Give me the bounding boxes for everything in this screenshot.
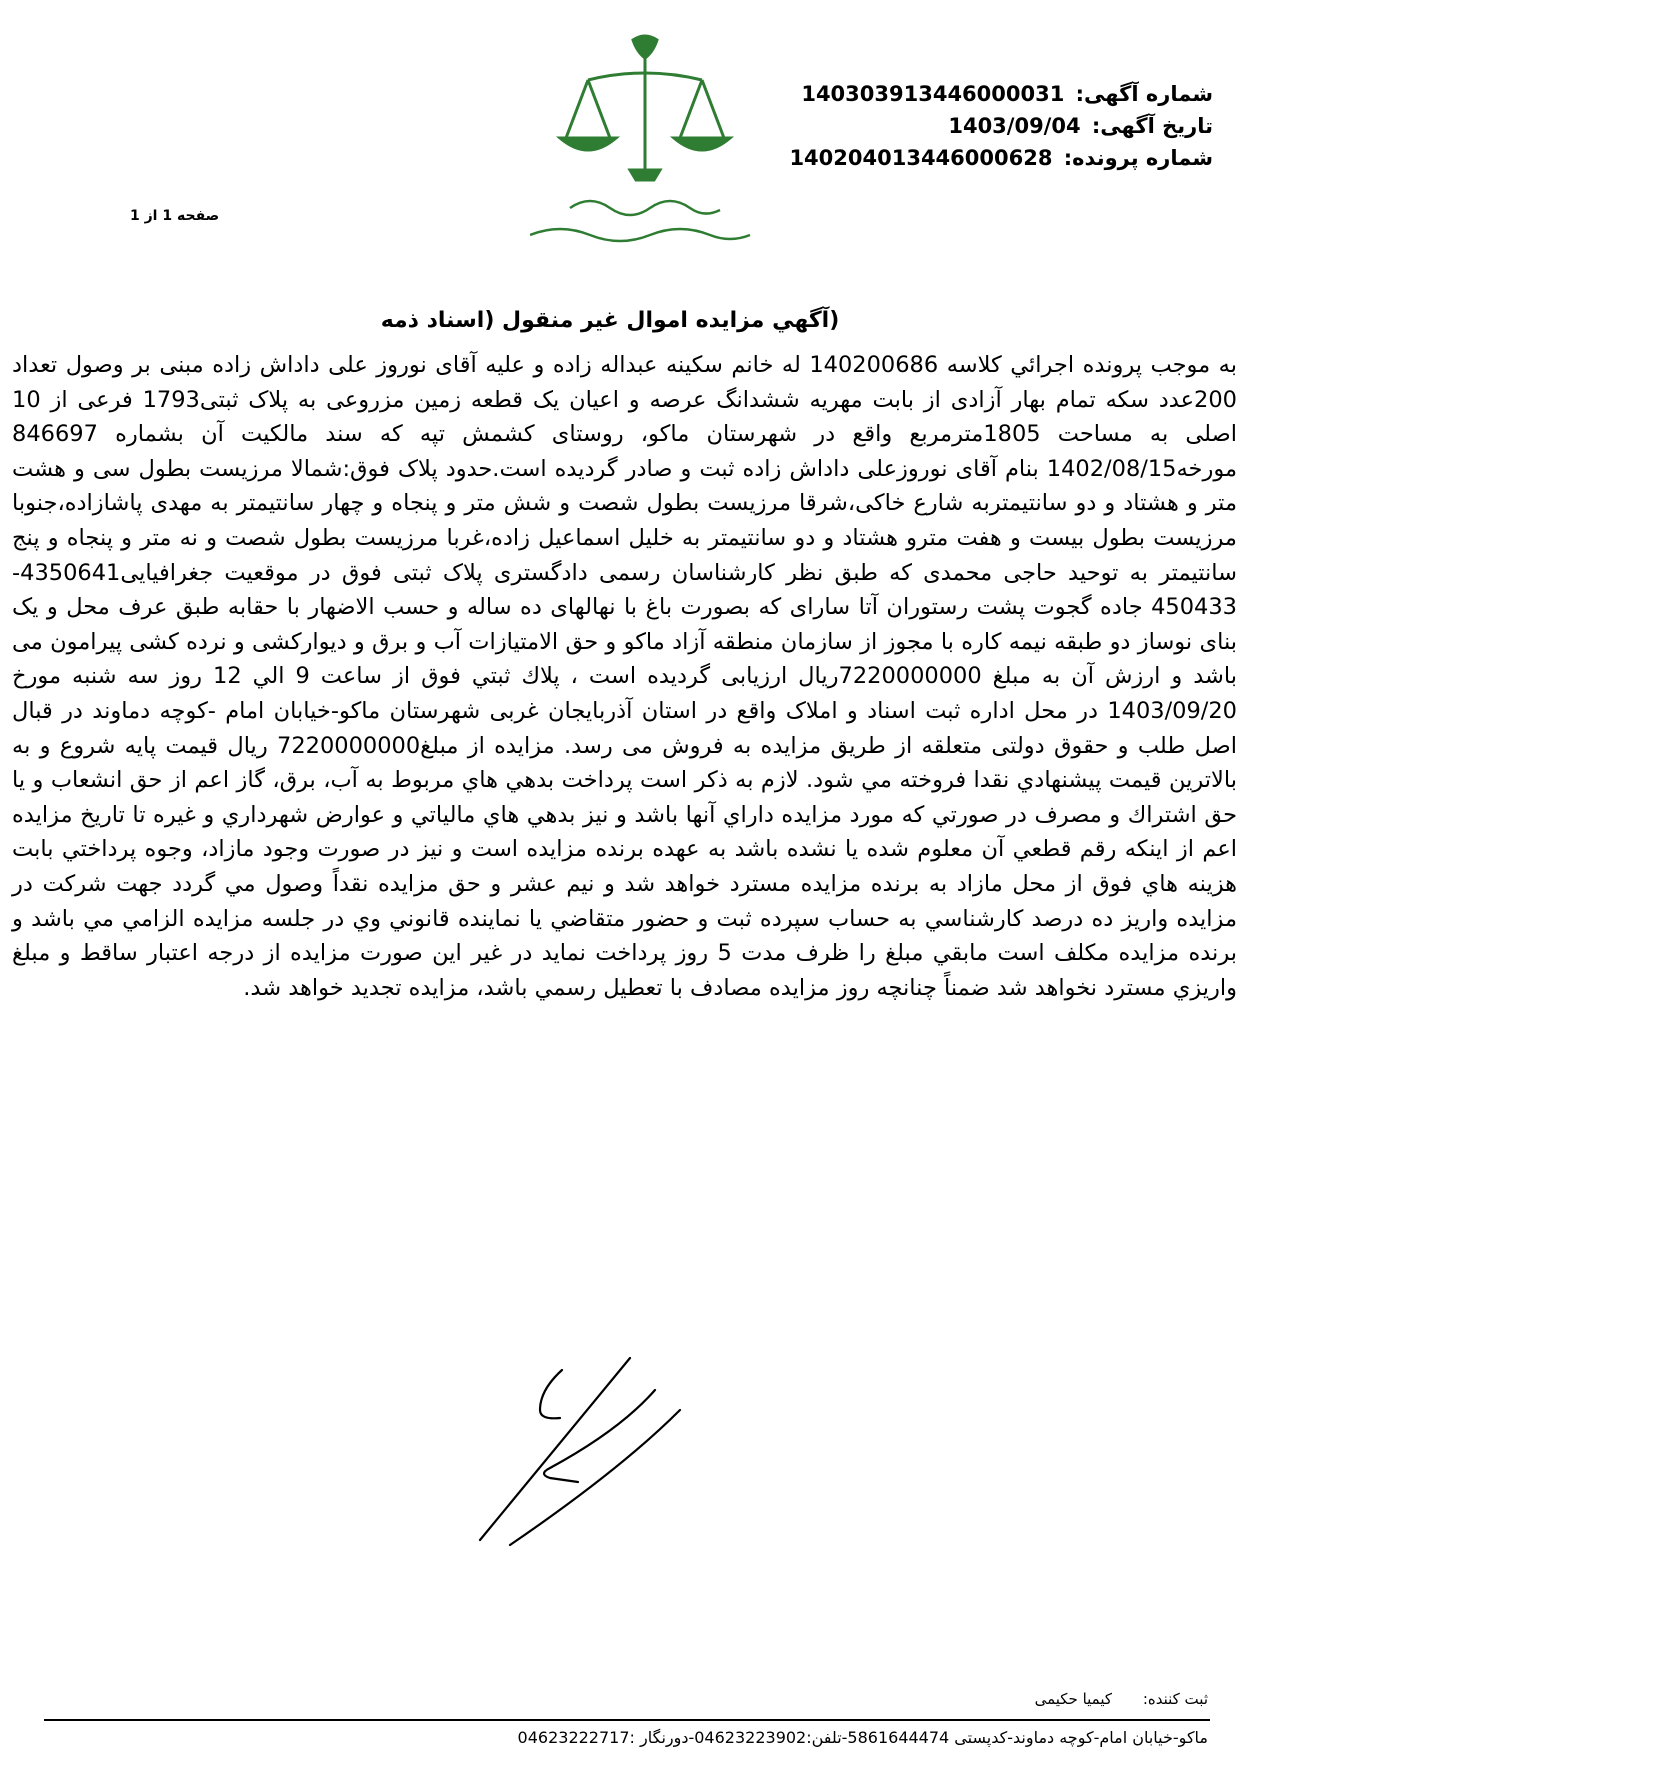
registrar bbox=[1035, 1690, 1208, 1708]
ad-number-label: شماره آگهی: bbox=[1075, 82, 1213, 106]
notice-meta bbox=[693, 78, 1213, 174]
ad-date-label: تاریخ آگهی: bbox=[1091, 114, 1213, 138]
footer-divider bbox=[44, 1719, 1210, 1721]
ad-number-value: 140303913446000031 bbox=[801, 82, 1065, 106]
ad-date-row bbox=[693, 110, 1213, 142]
ad-date-value: 1403/09/04 bbox=[948, 114, 1081, 138]
case-number-label: شماره پرونده: bbox=[1063, 146, 1213, 170]
notice-body: به موجب پرونده اجرائي كلاسه 140200686 له خانم سکینه عبداله زاده و علیه آقای نوروز علی داداش زاده مبنی بر وصول تعداد 200عدد سکه تمام بهار آزادی از بابت مهریه ششدانگ عرصه و اعیان یک قطعه زمین مزروعی به پلاک ثبتی1793 فرعی از 10 اصلی به مساحت 1805مترمربع واقع در شهرستان ماکو، روستای کشمش تپه که سند مالکیت آن بشماره 846697 مورخه1402/08/15 بنام آقای نوروزعلی داداش زاده ثبت و صادر گردیده است.حدود پلاک فوق:شمالا مرزیست بطول سی و هشت متر و هشتاد و دو سانتیمتربه شارع خاکی،شرقا مرزیست بطول شصت و شش متر و پنجاه و چهار سانتیمتر به مهدی پاشازاده،جنوبا مرزیست بطول بیست و هفت مترو هشتاد و دو سانتیمتر به خلیل اسماعیل زاده،غربا مرزیست بطول شصت و نه متر و پنجاه و پنج سانتیمتر به توحید حاجی محمدی که طبق نظر کارشناسان رسمی دادگستری پلاک ثبتی فوق در موقعیت جغرافیایی4350641-450433 جاده گجوت پشت رستوران آتا سارای که بصورت باغ با نهالهای ده ساله و حسب الاضهار با حقابه طبق عرف محل و یک بنای نوساز دو طبقه نیمه کاره با مجوز از سازمان منطقه آزاد ماکو و حق الامتیازات آب و برق و دیوارکشی و نرده کشی پیرامون می باشد و ارزش آن به مبلغ 7220000000ریال ارزیابی گردیده است ، پلاك ثبتي فوق از ساعت 9 الي 12 روز سه شنبه مورخ 1403/09/20 در محل اداره ثبت اسناد و املاک واقع در استان آذربایجان غربی شهرستان ماکو-خیابان امام -کوچه دماوند در قبال اصل طلب و حقوق دولتی متعلقه از طریق مزایده به فروش می رسد. مزايده از مبلغ7220000000 ريال قيمت پايه شروع و به بالاترين قيمت پيشنهادي نقدا فروخته مي شود. لازم به ذكر است پرداخت بدهي هاي مربوط به آب، برق، گاز اعم از حق انشعاب و يا حق اشتراك و مصرف در صورتي كه مورد مزايده داراي آنها باشد و نيز بدهي هاي مالياتي و عوارض شهرداري و غيره تا تاريخ مزايده اعم از اينكه رقم قطعي آن معلوم شده يا نشده باشد به عهده برنده مزايده است و نيز در صورت وجود مازاد، وجوه پرداختي بابت هزينه هاي فوق از محل مازاد به برنده مزايده مسترد خواهد شد و نيم عشر و حق مزايده نقداً وصول مي گردد جهت شركت در مزايده واريز ده درصد كارشناسي به حساب سپرده ثبت و حضور متقاضي يا نماينده قانوني وي در جلسه مزايده الزامي مي باشد و برنده مزايده مكلف است مابقي مبلغ را ظرف مدت 5 روز پرداخت نمايد در غير اين صورت مزايده از درجه اعتبار ساقط و مبلغ واريزي مسترد نخواهد شد ضمناً چنانچه روز مزايده مصادف با تعطيل رسمي باشد، مزايده تجديد خواهد شد. bbox=[12, 352, 1238, 1001]
document-title: (آگهي مزايده اموال غير منقول (اسناد ذمه bbox=[380, 308, 840, 333]
case-number-value: 140204013446000628 bbox=[789, 146, 1053, 170]
registrar-label: ثبت کننده: bbox=[1142, 1690, 1208, 1708]
case-number-row bbox=[693, 142, 1213, 174]
footer-address: ماکو-خیابان امام-کوچه دماوند-کدپستی 5861644474-تلفن:04623223902-دورنگار :04623222717 bbox=[517, 1728, 1208, 1747]
registrar-name: کیمیا حکیمی bbox=[1034, 1690, 1113, 1708]
handwritten-signature bbox=[470, 1350, 710, 1550]
page-indicator: صفحه 1 از 1 bbox=[130, 208, 220, 224]
ad-number-row bbox=[693, 78, 1213, 110]
